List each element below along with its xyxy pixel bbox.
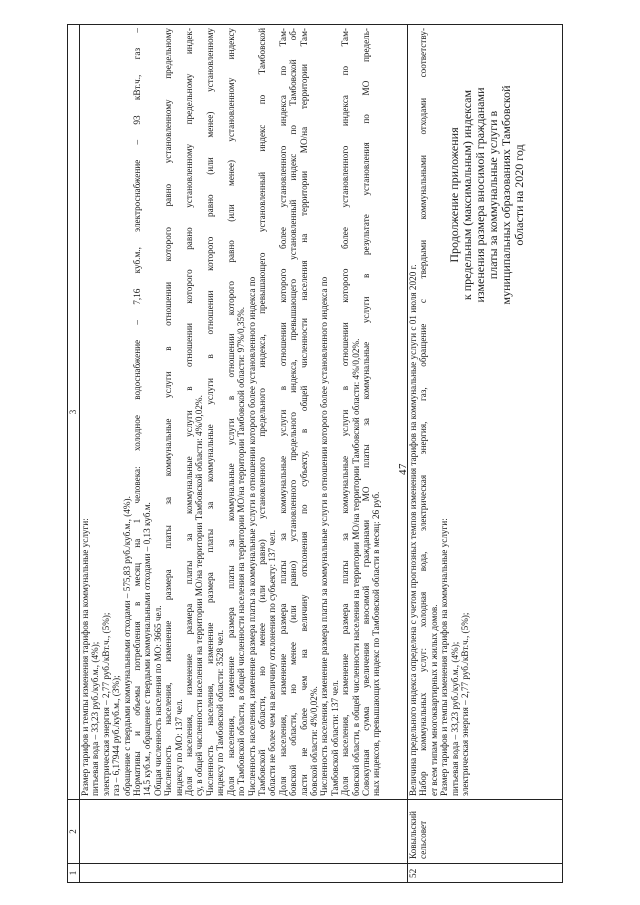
- description-cell: [80, 25, 408, 800]
- text-line: Величина предельного индекса определена с учетом прогнозных темпов изменения тарифов на коммунальные услуги с 01 июля 2020 г.: [408, 264, 418, 796]
- text-line: ласти не более чем на величину отклонения по субъекту, в общей численности населения на территории МО/на территории Там-: [298, 28, 309, 796]
- text-line: Доля населения, изменение размера платы за коммунальные услуги в отношении которого более установленного индекса по Там-: [277, 28, 288, 796]
- text-line: ет всем типам многоквартирных и жилых домов.: [428, 604, 439, 796]
- text-line: Численность населения, изменение размера платы за коммунальные услуги в отношении которого равно установленному предельному: [163, 28, 174, 796]
- municipality-name-cell: Ковыльский сельсовет: [408, 800, 563, 864]
- title-line: области на 2020 год: [512, 144, 526, 246]
- text-line: бовской области: 4%/0,02%.: [308, 686, 319, 796]
- title-line: к предельным (максимальным) индексам: [460, 89, 474, 301]
- text-line: Тамбовской области: 137 чел.: [329, 680, 340, 796]
- title-line: изменения размера вносимой гражданами: [473, 87, 487, 303]
- title-line: платы за коммунальные услуги в: [486, 110, 500, 280]
- header-cell-1: 1: [68, 864, 80, 883]
- header-cell-3: 3: [68, 25, 80, 800]
- text-line: Доля населения, изменение размера платы за коммунальные услуги в отношении которого равно (или менее) установленному индексу: [225, 28, 236, 796]
- text-line: Численность населения, изменение размера платы за коммунальные услуги в отношении которого более установленного индекса по: [246, 276, 257, 796]
- text-line: обращение с твердыми коммунальными отходами – 575,83 руб./куб.м., (4%).: [121, 496, 132, 796]
- text-line: бовской области, в общей численности населения на территории МО/на территории Тамбовской области: 4%/0,02%.: [350, 338, 361, 796]
- tariff-table: [67, 24, 563, 883]
- text-line: Размер тарифов и темпы изменения тарифов на коммунальные услуги:: [439, 518, 450, 796]
- text-line: по Тамбовской области, в общей численности населения на территории МО/на территории Тамбовской области: 97%/0,35%.: [236, 306, 247, 796]
- title-line: муниципальных образованиях Тамбовской: [499, 85, 513, 305]
- municipality-name-cell: [80, 800, 408, 864]
- text-line: Совокупная сумма увеличения вносимой гражданами МО платы за коммунальные услуги в результате установления по МО предель-: [360, 28, 371, 796]
- description-cell: [408, 25, 563, 800]
- text-line: Тамбовской области, но менее (или равно) установленного предельного индекса, превышающего установленный индекс по Тамбовской: [256, 28, 267, 796]
- text-line: питьевая вода – 33,23 руб./куб.м., (4%);: [449, 641, 460, 796]
- text-line: 14,5 куб.м., обращение с твердыми коммунальными отходами – 0,13 куб.м.: [142, 502, 153, 796]
- text-line: Доля населения, изменение размера платы за коммунальные услуги в отношении которого равно установленному предельному индек-: [184, 28, 195, 796]
- text-line: Численность населения, изменение размера платы за коммунальные услуги в отношении которого равно (или менее) установленному: [204, 28, 215, 796]
- text-line: Размер тарифов и темпы изменения тарифов на коммунальные услуги:: [80, 518, 90, 796]
- text-line: ных индексов, превышающих индекс по Тамбовской области в месяц: 26 руб.: [371, 491, 382, 796]
- text-line: области не более чем на величину отклонения по субъекту: 137 чел.: [267, 529, 278, 796]
- table-row: [408, 25, 563, 883]
- text-line: Набор коммунальных услуг: холодная вода, электрическая энергия, газ, обращение с твердыми коммунальными отходами соответству-: [418, 28, 429, 796]
- text-line: электрическая энергия – 2,77 руб./кВт.ч., (5%);: [460, 612, 471, 796]
- text-line: индексу по Тамбовской области: 3528 чел.: [215, 630, 226, 796]
- text-line: Доля населения, изменение размера платы за коммунальные услуги в отношении которого более установленного индекса по Там-: [340, 28, 351, 796]
- title-line: Продолжение приложения: [447, 127, 461, 263]
- row-number-cell: 52: [408, 864, 563, 883]
- text-line: индексу по МО: 137 чел.: [173, 699, 184, 796]
- text-line: электрическая энергия – 2,77 руб./кВт.ч., (5%);: [100, 612, 111, 796]
- text-line: газ – 6,17944 руб./куб.м., (3%);: [111, 675, 122, 796]
- header-cell-2: 2: [68, 800, 80, 864]
- text-line: Численность населения, изменение размера платы за коммунальные услуги в отношении которого более установленного индекса по: [319, 276, 330, 796]
- table-row: [80, 25, 408, 883]
- text-line: су, в общей численности населения на территории МО/на территории Тамбовской области: 4%/0,02%.: [194, 395, 205, 796]
- text-line: Нормативы и объемы потребления в месяц на 1 человека: холодное водоснабжение – 7,16 куб.м., электроснабжение – 93 кВт.ч., газ –: [132, 28, 143, 796]
- page-number: 47: [397, 463, 409, 475]
- text-line: бовской области, но менее (или равно) установленного предельного индекса, превышающего установленный индекс по Тамбовской об-: [288, 28, 299, 796]
- text-line: Общая численность населения по МО: 3665 чел.: [152, 605, 163, 796]
- row-number-cell: [80, 864, 408, 883]
- text-line: питьевая вода – 33,23 руб./куб.м., (4%);: [90, 641, 101, 796]
- table-header-row: [68, 25, 80, 883]
